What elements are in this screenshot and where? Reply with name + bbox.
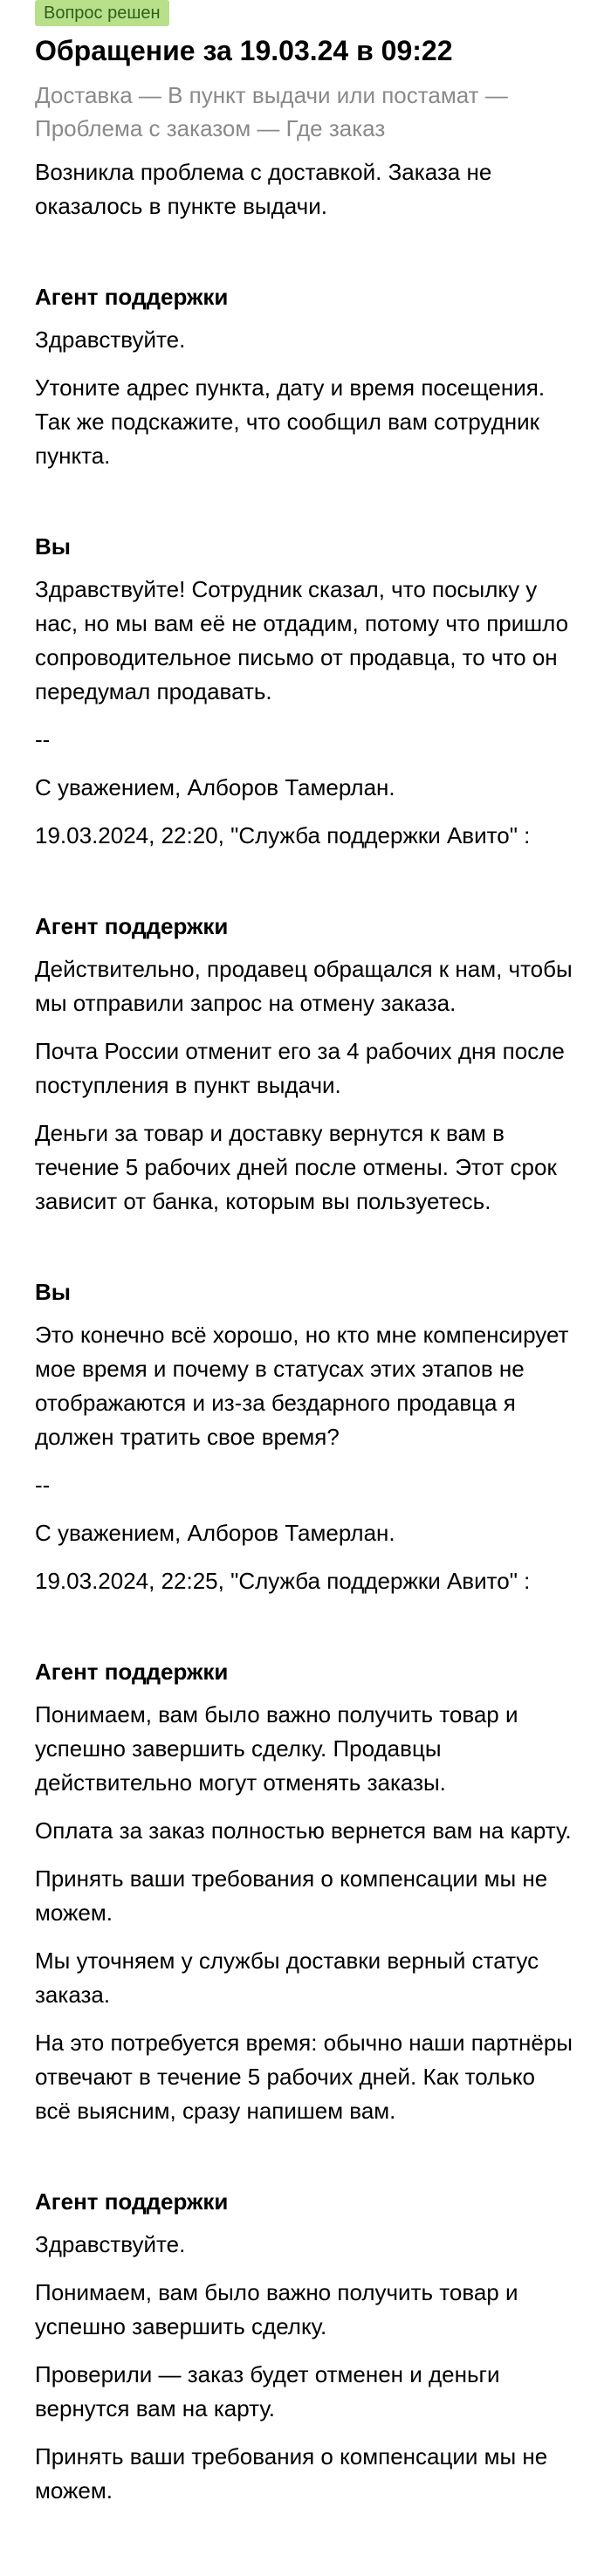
message-paragraph: С уважением, Алборов Тамерлан. [35, 1520, 395, 1546]
message-paragraph: На это потребуется время: обычно наши партнёры отвечают в течение 5 рабочих дней. Как только всё выясним, сразу напишем вам. [35, 2030, 573, 2124]
message-author: Вы [35, 533, 71, 560]
message-paragraph: Действительно, продавец обращался к нам, чтобы мы отправили запрос на отмену заказа. [35, 956, 573, 1016]
message-paragraph: -- [35, 726, 51, 752]
message-author: Агент поддержки [35, 284, 229, 310]
message-paragraph: Оплата за заказ полностью вернется вам на карту. [35, 1817, 572, 1844]
message-paragraph: Здравствуйте. [35, 2231, 186, 2257]
message-paragraph: Принять ваши требования о компенсации мы не можем. [35, 2443, 548, 2504]
status-badge: Вопрос решен [35, 0, 169, 26]
message-paragraph: Принять ваши требования о компенсации мы не можем. [35, 1865, 548, 1926]
message-paragraph: С уважением, Алборов Тамерлан. [35, 774, 395, 800]
page-title: Обращение за 19.03.24 в 09:22 [35, 35, 453, 66]
message [35, 1656, 576, 2128]
message-author: Агент поддержки [35, 1659, 229, 1685]
message-paragraph: Здравствуйте! Сотрудник сказал, что посылку у нас, но мы вам её не отдадим, потому что пришло сопроводительное письмо от продавца, то что он передумал продавать. [35, 576, 569, 704]
message [35, 281, 576, 473]
message [35, 531, 576, 853]
message-paragraph: Проверили — заказ будет отменен и деньги вернутся вам на карту. [35, 2361, 500, 2421]
message-paragraph: Понимаем, вам было важно получить товар и успешно завершить сделку. [35, 2279, 518, 2339]
message [35, 2186, 576, 2508]
message-paragraph: Понимаем, вам было важно получить товар и успешно завершить сделку. Продавцы действительно могут отменять заказы. [35, 1701, 518, 1796]
initial-message: Возникла проблема с доставкой. Заказа не оказалось в пункте выдачи. [35, 159, 492, 219]
message-paragraph: Это конечно всё хорошо, но кто мне компенсирует мое время и почему в статусах этих этапов не отображаются и из-за бездарного продавца я должен тратить свое время? [35, 1322, 569, 1450]
message-paragraph: Мы уточняем у службы доставки верный статус заказа. [35, 1947, 539, 2008]
message-list [35, 281, 576, 2508]
message [35, 1276, 576, 1598]
message-paragraph: -- [35, 1472, 51, 1498]
message [35, 910, 576, 1219]
message-paragraph: Утоните адрес пункта, дату и время посещения. Так же подскажите, что сообщил вам сотрудник пункта. [35, 374, 546, 469]
message-paragraph: Почта России отменит его за 4 рабочих дня после поступления в пункт выдачи. [35, 1038, 565, 1098]
message-paragraph: 19.03.2024, 22:20, "Служба поддержки Авито" : [35, 822, 531, 848]
message-author: Агент поддержки [35, 2188, 229, 2215]
message-author: Вы [35, 1279, 71, 1305]
message-author: Агент поддержки [35, 913, 229, 939]
message-paragraph: Здравствуйте. [35, 326, 186, 353]
message-paragraph: Деньги за товар и доставку вернутся к вам в течение 5 рабочих дней после отмены. Этот срок зависит от банка, которым вы пользуетесь. [35, 1120, 557, 1214]
message-paragraph: 19.03.2024, 22:25, "Служба поддержки Авито" : [35, 1568, 531, 1594]
breadcrumb: Доставка — В пункт выдачи или постамат — Проблема с заказом — Где заказ [35, 82, 508, 141]
